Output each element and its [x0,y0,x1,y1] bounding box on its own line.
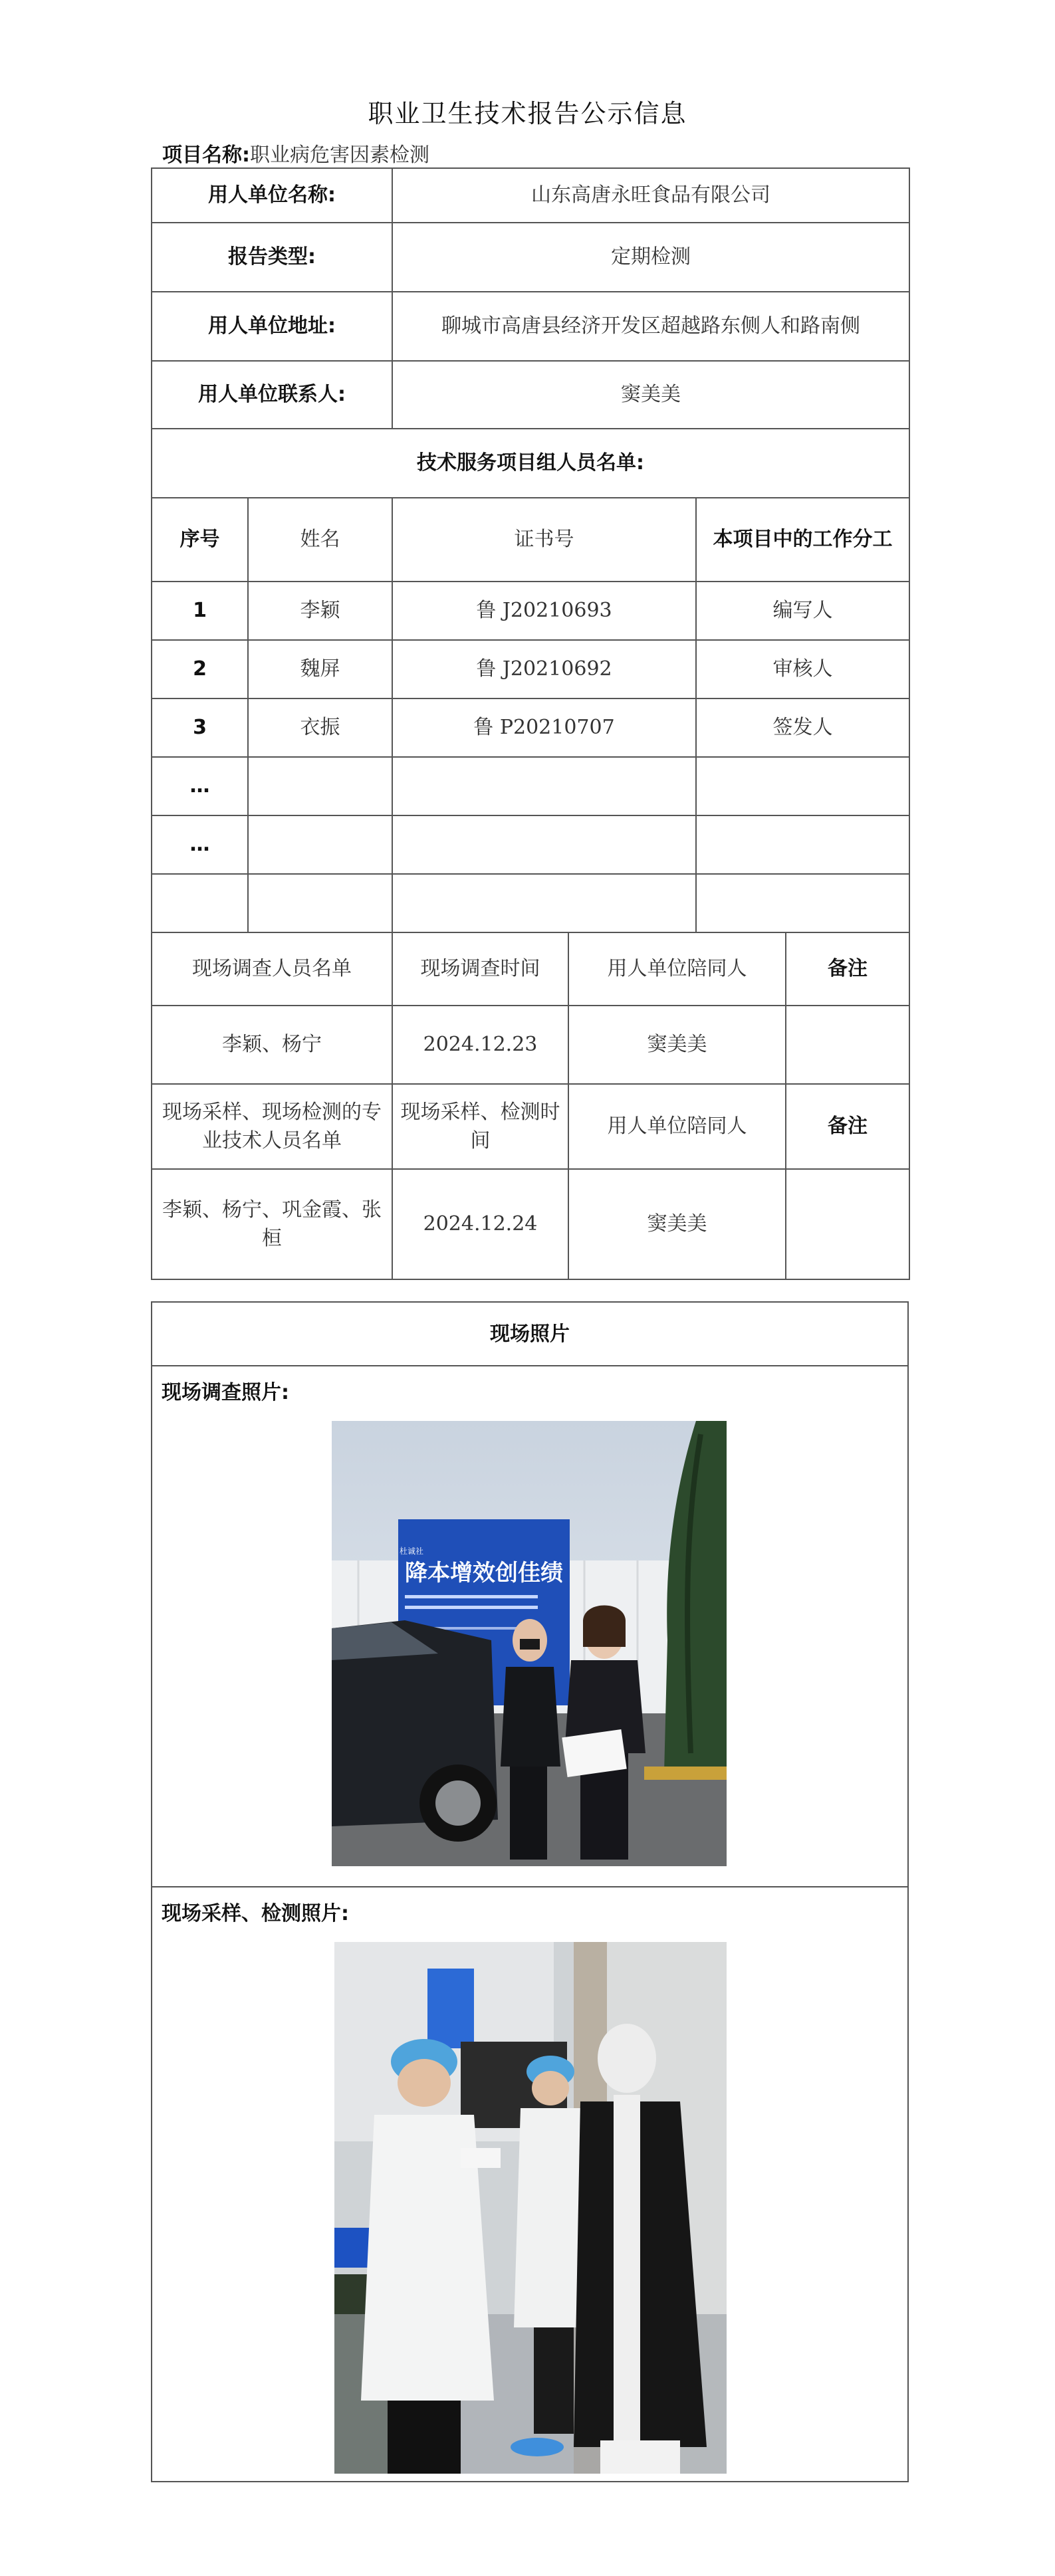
project-name [162,138,429,167]
team-cell-role [696,815,909,874]
sampling-header-row [152,1084,909,1169]
report-type-label: 报告类型: [152,223,392,292]
report-type-row [152,223,909,292]
team-cell-name [248,757,392,815]
survey-photo-section [152,1366,907,1887]
sampling-companion: 窦美美 [568,1169,786,1279]
team-cell-role [696,757,909,815]
yellow-curb [644,1767,727,1780]
team-cell-cert [392,815,696,874]
survey-header-note: 备注 [786,932,909,1006]
team-cell-name: 魏屏 [248,640,392,698]
team-cell-cert: 鲁 J20210693 [392,582,696,640]
contact-value: 窦美美 [392,361,909,429]
sampling-photo-section [152,1887,907,2481]
team-header-row [152,498,909,582]
survey-time: 2024.12.23 [392,1006,568,1084]
address-label: 用人单位地址: [152,292,392,361]
project-name-value: 职业病危害因素检测 [250,144,429,167]
report-info-table [151,167,910,1280]
survey-note [786,1006,909,1084]
sampling-header-companion: 用人单位陪同人 [568,1084,786,1169]
team-cell-role: 编写人 [696,582,909,640]
team-row [152,640,909,698]
team-row [152,757,909,815]
team-heading-row [152,429,909,498]
survey-header-time: 现场调查时间 [392,932,568,1006]
banner-tag: 杜诚社 [400,1547,424,1556]
team-cell-no: 3 [152,698,248,757]
sampling-header-staff: 现场采样、现场检测的专业技术人员名单 [152,1084,392,1169]
team-cell-name: 李颖 [248,582,392,640]
team-cell-cert: 鲁 P20210707 [392,698,696,757]
team-header-no: 序号 [152,498,248,582]
team-row [152,698,909,757]
contact-row [152,361,909,429]
team-row [152,874,909,932]
team-cell-no: … [152,815,248,874]
team-cell-no [152,874,248,932]
survey-companion: 窦美美 [568,1006,786,1084]
team-cell-role: 审核人 [696,640,909,698]
team-cell-cert: 鲁 J20210692 [392,640,696,698]
team-cell-name: 衣振 [248,698,392,757]
unit-name-value: 山东高唐永旺食品有限公司 [392,168,909,223]
worker-right-hood [598,2024,656,2093]
address-row [152,292,909,361]
team-heading: 技术服务项目组人员名单: [152,429,909,498]
survey-header-row [152,932,909,1006]
team-cell-no: 2 [152,640,248,698]
team-cell-name [248,815,392,874]
team-header-role: 本项目中的工作分工 [696,498,909,582]
survey-staff: 李颖、杨宁 [152,1006,392,1084]
sampling-photo-label: 现场采样、检测照片: [162,1902,349,1925]
unit-name-row [152,168,909,223]
team-cell-no: 1 [152,582,248,640]
team-cell-no: … [152,757,248,815]
sampling-header-time: 现场采样、检测时间 [392,1084,568,1169]
person-left-coat [501,1667,560,1767]
team-cell-cert [392,874,696,932]
sampling-photo [334,1942,727,2474]
wall-sign [427,1969,474,2048]
team-header-cert: 证书号 [392,498,696,582]
unit-name-label: 用人单位名称: [152,168,392,223]
sampling-note [786,1169,909,1279]
team-cell-role: 签发人 [696,698,909,757]
survey-photo-label: 现场调查照片: [162,1381,289,1404]
report-type-value: 定期检测 [392,223,909,292]
page-title: 职业卫生技术报告公示信息 [368,99,687,128]
survey-header-companion: 用人单位陪同人 [568,932,786,1006]
survey-row [152,1006,909,1084]
sampling-time: 2024.12.24 [392,1169,568,1279]
survey-photo [332,1421,727,1866]
site-photos-heading: 现场照片 [152,1303,907,1366]
site-photos-box [151,1301,909,2482]
clipboard [461,2148,501,2168]
sampling-row [152,1169,909,1279]
banner-title: 降本增效创佳绩 [405,1560,563,1586]
address-value: 聊城市高唐县经济开发区超越路东侧人和路南侧 [392,292,909,361]
project-name-label: 项目名称: [162,144,250,167]
team-cell-cert [392,757,696,815]
worker-mid-coat [514,2108,587,2327]
team-row [152,815,909,874]
sampling-staff: 李颖、杨宁、巩金霞、张桓 [152,1169,392,1279]
team-row [152,582,909,640]
paper-sheet [562,1729,626,1777]
team-header-name: 姓名 [248,498,392,582]
team-cell-role [696,874,909,932]
survey-header-staff: 现场调查人员名单 [152,932,392,1006]
contact-label: 用人单位联系人: [152,361,392,429]
team-cell-name [248,874,392,932]
sampling-header-note: 备注 [786,1084,909,1169]
